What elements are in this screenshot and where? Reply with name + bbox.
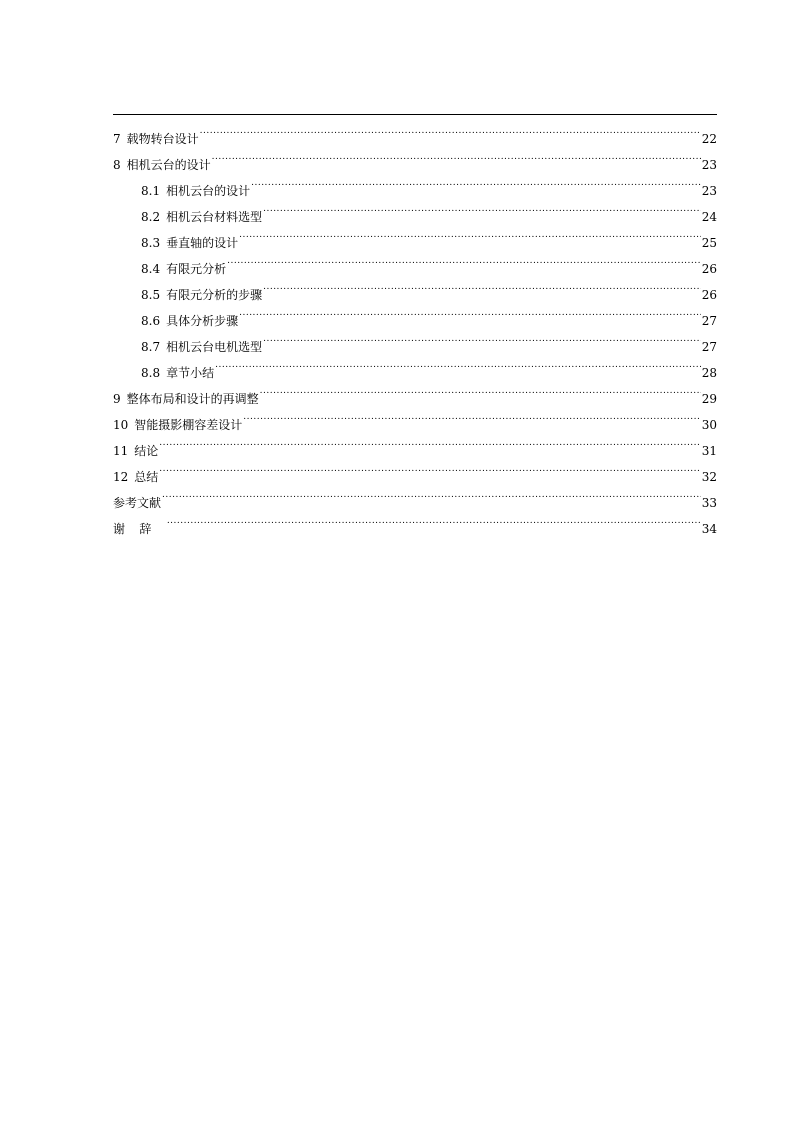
toc-entry-title: 相机云台的设计 xyxy=(166,184,251,198)
toc-dot-leader xyxy=(215,351,701,377)
toc-dot-leader xyxy=(159,455,700,481)
toc-entry-number: 10 xyxy=(113,418,129,432)
toc-entry[interactable] xyxy=(113,507,717,536)
toc-entry-number: 9 xyxy=(113,392,121,406)
toc-entry-title: 相机云台电机选型 xyxy=(166,340,263,354)
toc-entry-page: 27 xyxy=(701,340,717,354)
toc-dot-leader xyxy=(263,325,701,351)
toc-entry-number: 12 xyxy=(113,470,129,484)
toc-entry-number: 8.1 xyxy=(141,184,161,198)
toc-entry-page: 23 xyxy=(701,184,717,198)
toc-entry-title: 参考文献 xyxy=(113,496,162,510)
toc-entry-number: 7 xyxy=(113,132,121,146)
toc-entry-title: 具体分析步骤 xyxy=(166,314,239,328)
toc-entry-title: 相机云台的设计 xyxy=(126,158,211,172)
toc-entry-page: 23 xyxy=(701,158,717,172)
toc-entry-number: 8.3 xyxy=(141,236,161,250)
toc-entry-page: 22 xyxy=(701,132,717,146)
toc-entry[interactable] xyxy=(113,117,717,146)
toc-dot-leader xyxy=(200,117,701,143)
toc-entry-title: 章节小结 xyxy=(166,366,215,380)
toc-entry-title: 载物转台设计 xyxy=(126,132,199,146)
toc-entry-page: 29 xyxy=(701,392,717,406)
toc-dot-leader xyxy=(260,377,701,403)
header-rule xyxy=(113,114,717,115)
toc-entry-title: 有限元分析的步骤 xyxy=(166,288,263,302)
toc-entry-page: 30 xyxy=(701,418,717,432)
toc-entry-number: 8.8 xyxy=(141,366,161,380)
toc-entry-title: 智能摄影棚容差设计 xyxy=(134,418,243,432)
toc-entry-page: 31 xyxy=(701,444,717,458)
toc-dot-leader xyxy=(239,221,701,247)
toc-entry-page: 34 xyxy=(701,522,717,536)
toc-dot-leader xyxy=(243,403,700,429)
toc-entry-title: 谢辞 xyxy=(113,522,166,536)
toc-entry[interactable] xyxy=(113,143,717,172)
toc-entry-title: 相机云台材料选型 xyxy=(166,210,263,224)
toc-entry-number: 8 xyxy=(113,158,121,172)
toc-entry-title: 有限元分析 xyxy=(166,262,227,276)
toc-entry-page: 24 xyxy=(701,210,717,224)
toc-entry-page: 25 xyxy=(701,236,717,250)
toc-entry-page: 28 xyxy=(701,366,717,380)
toc-dot-leader xyxy=(212,143,701,169)
toc-entry-page: 32 xyxy=(701,470,717,484)
toc-dot-leader xyxy=(239,299,701,325)
toc-dot-leader xyxy=(263,195,701,221)
toc-entry-number: 8.6 xyxy=(141,314,161,328)
toc-entry[interactable] xyxy=(113,481,717,510)
toc-entry-number: 11 xyxy=(113,444,129,458)
toc-entry-title: 整体布局和设计的再调整 xyxy=(126,392,259,406)
toc-dot-leader xyxy=(167,507,701,533)
toc-entry-number: 8.4 xyxy=(141,262,161,276)
toc-entry-number: 8.7 xyxy=(141,340,161,354)
toc-dot-leader xyxy=(251,169,701,195)
toc-dot-leader xyxy=(263,273,701,299)
toc-dot-leader xyxy=(159,429,700,455)
toc-dot-leader xyxy=(162,481,701,507)
toc-entry-page: 27 xyxy=(701,314,717,328)
toc-dot-leader xyxy=(227,247,701,273)
toc-entry[interactable] xyxy=(113,455,717,484)
toc-entry-page: 33 xyxy=(701,496,717,510)
toc-entry-number: 8.2 xyxy=(141,210,161,224)
toc-entry-title: 垂直轴的设计 xyxy=(166,236,239,250)
table-of-contents xyxy=(113,117,717,536)
toc-entry-title: 结论 xyxy=(134,444,159,458)
toc-entry-page: 26 xyxy=(701,288,717,302)
toc-entry-number: 8.5 xyxy=(141,288,161,302)
toc-entry-page: 26 xyxy=(701,262,717,276)
toc-entry[interactable] xyxy=(113,429,717,458)
toc-entry-title: 总结 xyxy=(134,470,159,484)
